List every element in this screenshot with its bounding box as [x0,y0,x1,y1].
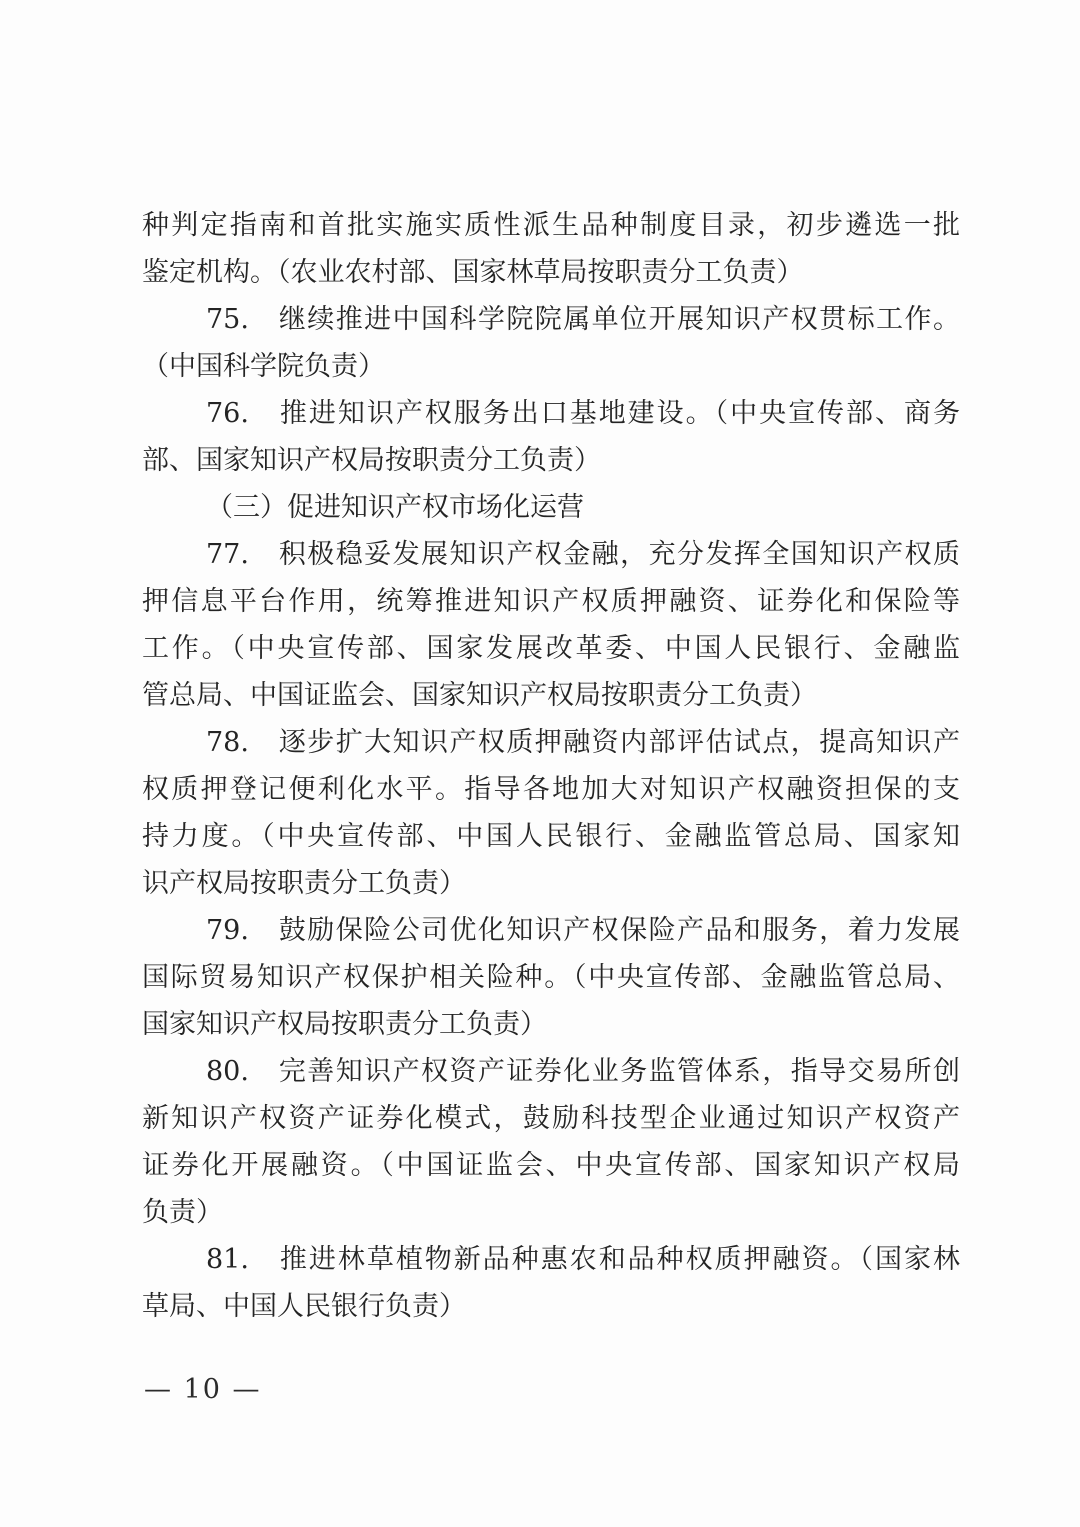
text-line: 鉴定机构。（农业农村部、国家林草局按职责分工负责） [142,257,804,288]
page-footer [144,1370,262,1410]
section-heading: （三）促进知识产权市场化运营 [206,492,584,523]
page-number: — 10 — [144,1374,262,1405]
text-line-item-79: 79. 鼓励保险公司优化知识产权保险产品和服务，着力发展 [206,915,960,946]
text-line: 识产权局按职责分工负责） [142,868,466,899]
text-line: 负责） [142,1197,223,1228]
text-line-item-78: 78. 逐步扩大知识产权质押融资内部评估试点，提高知识产 [206,727,960,758]
text-line-item-75: 75. 继续推进中国科学院院属单位开展知识产权贯标工作。 [206,304,960,335]
document-text [142,202,960,1330]
text-line-item-80: 80. 完善知识产权资产证券化业务监管体系，指导交易所创 [206,1056,960,1087]
text-line: 国际贸易知识产权保护相关险种。（中央宣传部、金融监管总局、 [142,962,960,993]
text-line-item-81: 81. 推进林草植物新品种惠农和品种权质押融资。（国家林 [206,1244,960,1275]
text-line: 国家知识产权局按职责分工负责） [142,1009,547,1040]
text-line: 管总局、中国证监会、国家知识产权局按职责分工负责） [142,680,817,711]
text-line-item-76: 76. 推进知识产权服务出口基地建设。（中央宣传部、商务 [206,398,960,429]
text-line: 部、国家知识产权局按职责分工负责） [142,445,601,476]
text-line: 证券化开展融资。（中国证监会、中央宣传部、国家知识产权局 [142,1150,960,1181]
text-line: 种判定指南和首批实施实质性派生品种制度目录，初步遴选一批 [142,210,960,241]
text-line: 权质押登记便利化水平。指导各地加大对知识产权融资担保的支 [142,774,960,805]
text-line: 押信息平台作用，统筹推进知识产权质押融资、证券化和保险等 [142,586,960,617]
text-line: 新知识产权资产证券化模式，鼓励科技型企业通过知识产权资产 [142,1103,960,1134]
text-line: 工作。（中央宣传部、国家发展改革委、中国人民银行、金融监 [142,633,960,664]
text-line: 持力度。（中央宣传部、中国人民银行、金融监管总局、国家知 [142,821,960,852]
text-line-item-77: 77. 积极稳妥发展知识产权金融，充分发挥全国知识产权质 [206,539,960,570]
text-line: （中国科学院负责） [142,351,385,382]
text-line: 草局、中国人民银行负责） [142,1291,466,1322]
